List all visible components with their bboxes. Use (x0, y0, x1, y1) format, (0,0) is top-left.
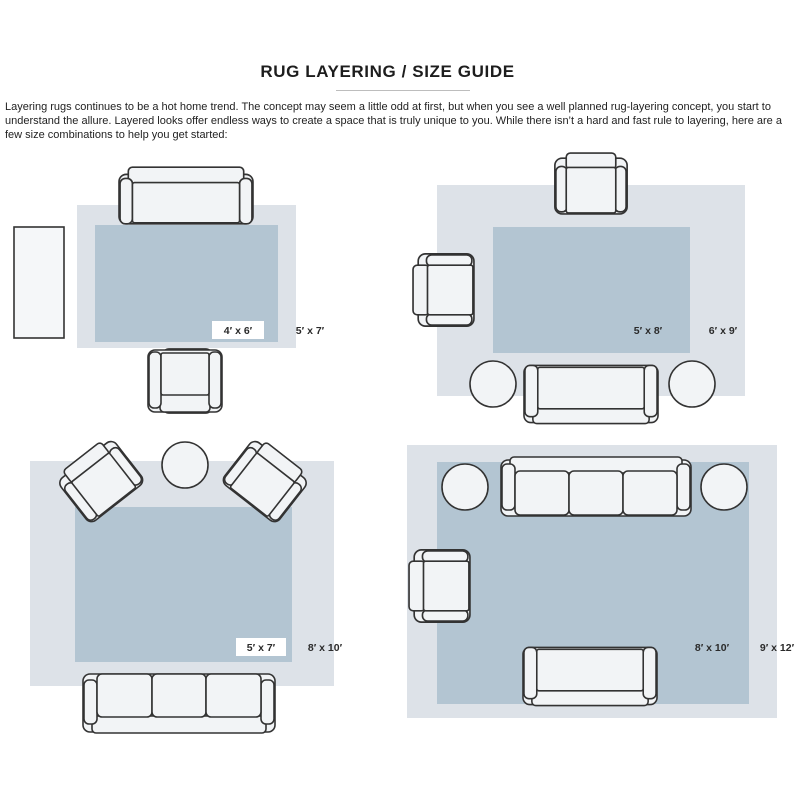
sofa (523, 647, 657, 705)
side-table (701, 464, 747, 510)
runner-rug (14, 227, 64, 338)
layout-1 (14, 167, 325, 413)
sofa (119, 167, 253, 224)
side-table (442, 464, 488, 510)
outer-size-label: 6′ x 9′ (708, 325, 738, 337)
side-table (470, 361, 516, 407)
outer-size-label: 5′ x 7′ (295, 325, 325, 337)
outer-size-label: 9′ x 12′ (759, 642, 795, 654)
layout-2 (413, 153, 745, 424)
sofa (501, 457, 691, 516)
inner-size-label: 4′ x 6′ (223, 325, 253, 337)
layout-4 (407, 445, 795, 718)
side-table (669, 361, 715, 407)
layout-3 (30, 435, 343, 733)
inner-size-label: 8′ x 10′ (694, 642, 730, 654)
side-table (162, 442, 208, 488)
inner-size-label: 5′ x 8′ (633, 325, 663, 337)
armchair-side (413, 254, 474, 326)
armchair-facing-up (148, 350, 222, 412)
intro-paragraph: Layering rugs continues to be a hot home trend. The concept may seem a little odd at first, but when you see a well planned rug-layering concept, you start to understand the allure. Layered looks offer endless ways to create a space that is truly unique to you. While there isn’t a hard and fast rule to layering, here are a few size combinations to help you get started: (5, 101, 782, 141)
inner-size-label: 5′ x 7′ (246, 642, 276, 654)
armchair (555, 153, 627, 214)
armchair-side (409, 550, 470, 622)
outer-size-label: 8′ x 10′ (307, 642, 343, 654)
sofa (524, 365, 658, 423)
sofa (83, 674, 275, 733)
page-title: RUG LAYERING / SIZE GUIDE (260, 62, 515, 81)
